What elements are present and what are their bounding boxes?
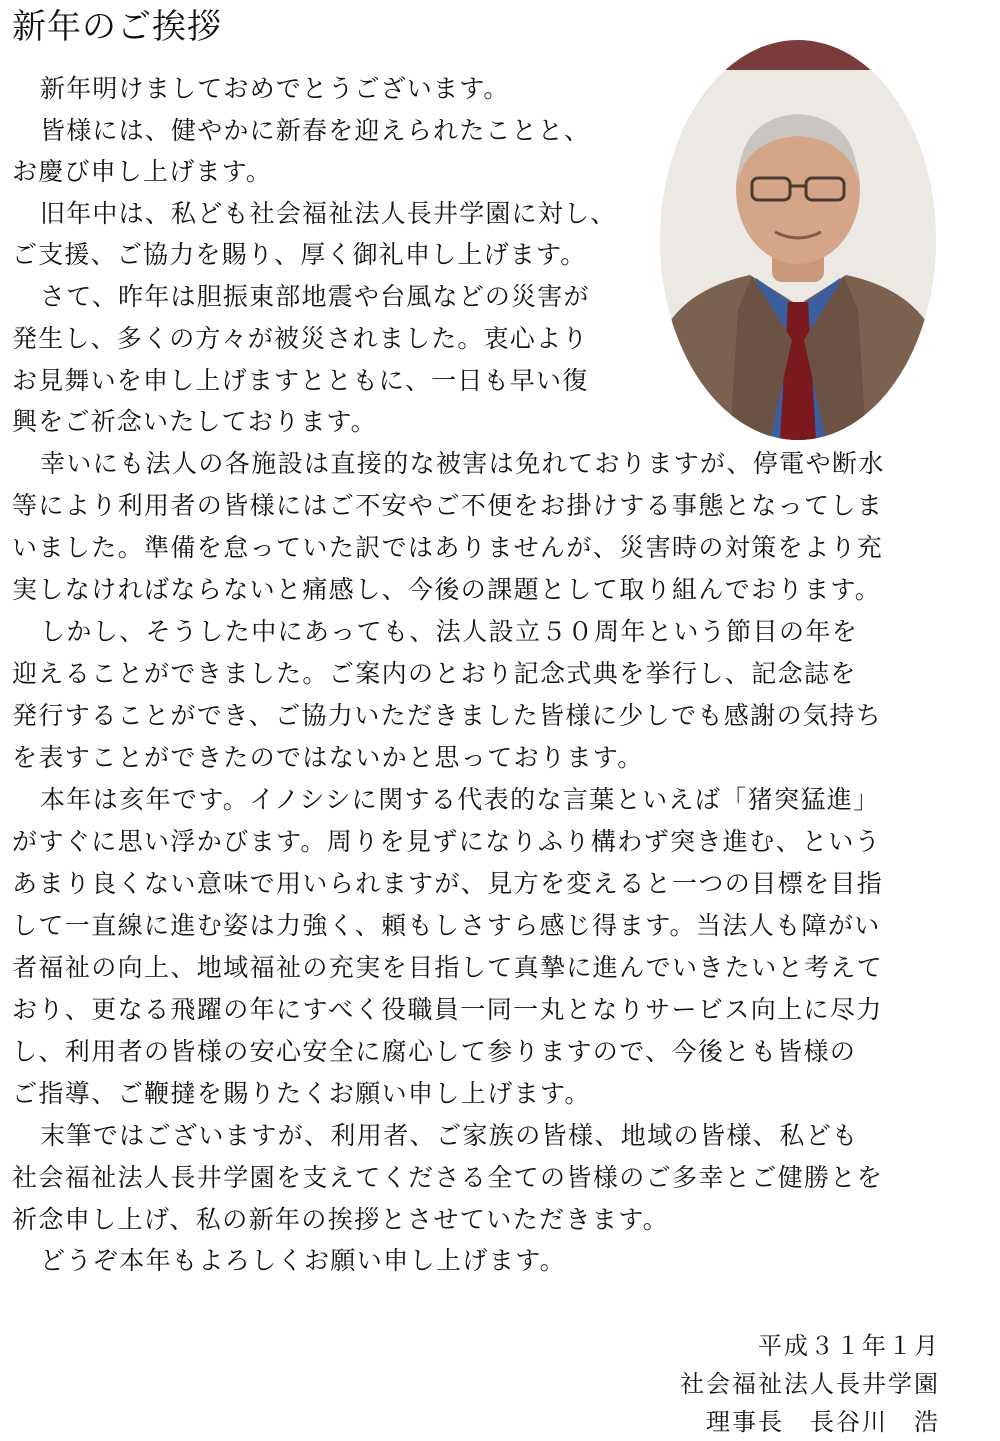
- signature-organization: 社会福祉法人長井学園: [680, 1370, 940, 1398]
- paragraph-5-line-1: 幸いにも法人の各施設は直接的な被害は免れておりますが、停電や断水: [40, 449, 885, 478]
- paragraph-7-line-2: がすぐに思い浮かびます。周りを見ずになりふり構わず突き進む、という: [12, 827, 882, 856]
- paragraph-3-line-2: ご支援、ご協力を賜り、厚く御礼申し上げます。: [12, 240, 587, 269]
- paragraph-6-line-3: 発行することができ、ご協力いただきました皆様に少しでも感謝の気持ち: [12, 701, 883, 730]
- paragraph-5-line-3: いました。準備を怠っていた訳ではありませんが、災害時の対策をより充: [12, 533, 884, 562]
- paragraph-2-line-2: お慶び申し上げます。: [12, 157, 273, 186]
- paragraph-4-line-3: お見舞いを申し上げますとともに、一日も早い復: [12, 366, 589, 395]
- page-title: 新年のご挨拶: [12, 7, 222, 47]
- paragraph-2-line-1: 皆様には、健やかに新春を迎えられたことと、: [40, 116, 591, 145]
- paragraph-7-line-7: し、利用者の皆様の安心安全に腐心して参りますので、今後とも皆様の: [12, 1037, 857, 1066]
- paragraph-7-line-3: あまり良くない意味で用いられますが、見方を変えると一つの目標を目指: [12, 869, 884, 898]
- signature-author: 理事長 長谷川 浩: [706, 1408, 940, 1436]
- paragraph-6-line-4: を表すことができたのではないかと思っております。: [12, 743, 644, 772]
- portrait-illustration: [660, 40, 936, 440]
- paragraph-4-line-1: さて、昨年は胆振東部地震や台風などの災害が: [40, 282, 590, 311]
- paragraph-5-line-2: 等により利用者の皆様にはご不安やご不便をお掛けする事態となってしま: [12, 491, 884, 520]
- paragraph-6-line-2: 迎えることができました。ご案内のとおり記念式典を挙行し、記念誌を: [12, 659, 857, 688]
- paragraph-6-line-1: しかし、そうした中にあっても、法人設立５０周年という節目の年を: [40, 617, 859, 646]
- portrait-photo: [660, 40, 936, 440]
- paragraph-7-line-6: おり、更なる飛躍の年にすべく役職員一同一丸となりサービス向上に尽力: [12, 995, 883, 1024]
- paragraph-9-line-1: どうぞ本年もよろしくお願い申し上げます。: [40, 1246, 567, 1275]
- signature-date: 平成３１年１月: [758, 1332, 940, 1360]
- paragraph-3-line-1: 旧年中は、私ども社会福祉法人長井学園に対し、: [40, 199, 617, 228]
- paragraph-7-line-4: して一直線に進む姿は力強く、頼もしさすら感じ得ます。当法人も障がい: [12, 911, 881, 940]
- paragraph-8-line-3: 祈念申し上げ、私の新年の挨拶とさせていただきます。: [12, 1205, 670, 1234]
- paragraph-8-line-2: 社会福祉法人長井学園を支えてくださる全ての皆様のご多幸とご健勝とを: [12, 1163, 884, 1192]
- paragraph-7-line-1: 本年は亥年です。イノシシに関する代表的な言葉といえば「猪突猛進」: [40, 785, 880, 814]
- paragraph-4-line-4: 興をご祈念いたしております。: [12, 407, 377, 436]
- paragraph-7-line-8: ご指導、ご鞭撻を賜りたくお願い申し上げます。: [12, 1079, 591, 1108]
- paragraph-5-line-4: 実しなければならないと痛感し、今後の課題として取り組んでおります。: [12, 575, 882, 604]
- paragraph-4-line-2: 発生し、多くの方々が被災されました。衷心より: [12, 324, 589, 353]
- paragraph-7-line-5: 者福祉の向上、地域福祉の充実を目指して真摯に進んでいきたいと考えて: [12, 953, 884, 982]
- paragraph-1-line-1: 新年明けましておめでとうございます。: [40, 74, 510, 103]
- paragraph-8-line-1: 末筆ではございますが、利用者、ご家族の皆様、地域の皆様、私ども: [40, 1121, 859, 1150]
